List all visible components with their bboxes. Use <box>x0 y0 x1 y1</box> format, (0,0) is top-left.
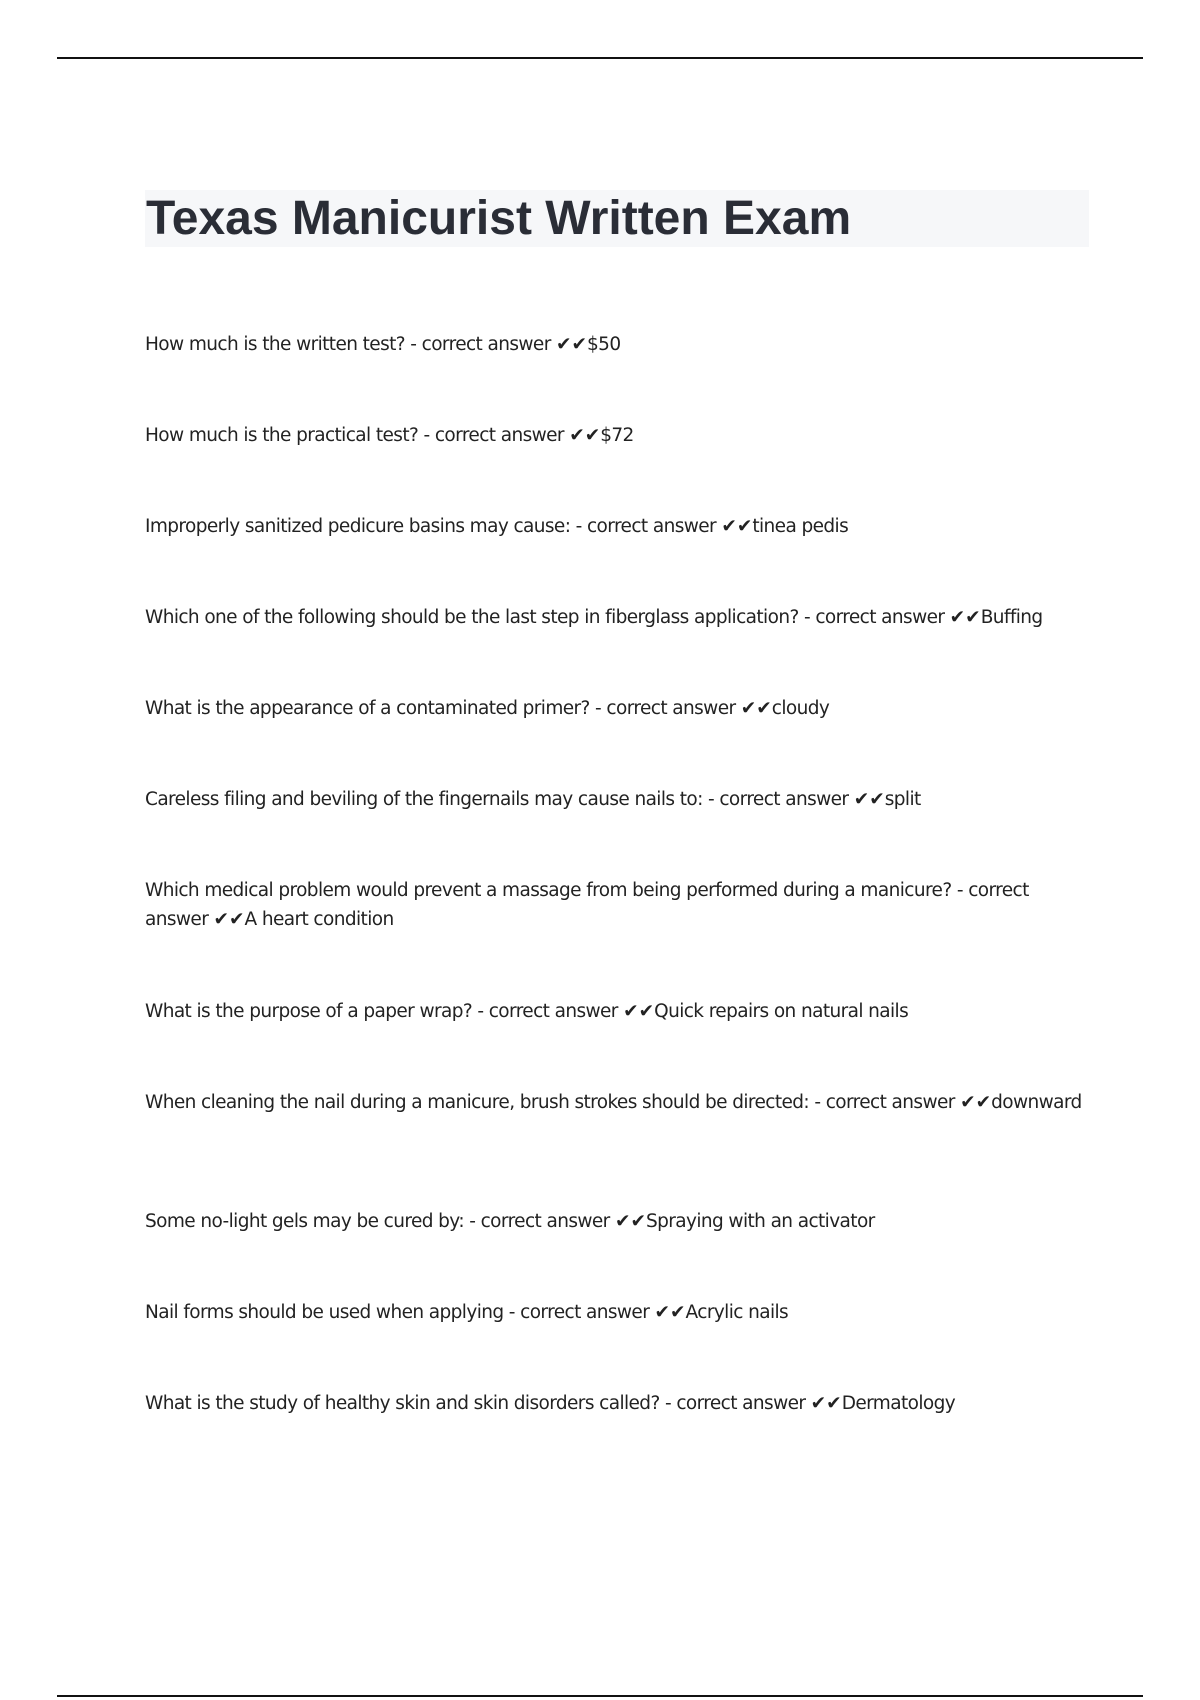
top-rule <box>57 57 1143 59</box>
answer-text: Dermatology <box>841 1393 956 1414</box>
qa-item <box>145 694 1090 723</box>
answer-text: $50 <box>587 334 621 355</box>
page-title: Texas Manicurist Written Exam <box>146 192 852 245</box>
check-icon: ✔✔ <box>555 334 587 355</box>
check-icon: ✔✔ <box>810 1393 842 1414</box>
answer-text: Spraying with an activator <box>645 1211 875 1232</box>
check-icon: ✔✔ <box>949 607 981 628</box>
question-text: Careless filing and beviling of the fingernails may cause nails to: <box>145 789 703 810</box>
qa-item <box>145 603 1090 632</box>
separator: - <box>418 425 435 446</box>
separator: - <box>503 1302 521 1323</box>
separator: - <box>659 1393 677 1414</box>
question-text: What is the purpose of a paper wrap? <box>145 1001 473 1022</box>
check-icon: ✔✔ <box>569 425 601 446</box>
question-text: Nail forms should be used when applying <box>145 1302 504 1323</box>
answer-label: correct answer <box>586 516 717 537</box>
answer-text: $72 <box>600 425 634 446</box>
answer-text: Acrylic nails <box>685 1302 789 1323</box>
separator: - <box>798 607 816 628</box>
separator: - <box>589 698 607 719</box>
qa-item <box>145 512 1090 541</box>
answer-text: tinea pedis <box>752 516 849 537</box>
question-text: Which medical problem would prevent a massage from being performed during a manicure? <box>145 880 952 901</box>
qa-item <box>145 1207 1090 1236</box>
qa-item <box>145 997 1090 1026</box>
qa-item <box>145 876 1090 934</box>
answer-label: correct answer <box>488 1001 618 1022</box>
separator: - <box>951 880 969 901</box>
check-icon: ✔✔ <box>721 516 753 537</box>
check-icon: ✔✔ <box>623 1001 655 1022</box>
separator: - <box>809 1092 826 1113</box>
check-icon: ✔✔ <box>213 909 245 930</box>
separator: - <box>404 334 422 355</box>
question-text: How much is the practical test? <box>145 425 419 446</box>
qa-item <box>145 330 1090 359</box>
question-text: Some no-light gels may be cured by: <box>145 1211 464 1232</box>
question-text: What is the appearance of a contaminated primer? <box>145 698 590 719</box>
qa-item <box>145 785 1090 814</box>
check-icon: ✔✔ <box>614 1211 646 1232</box>
qa-item <box>145 1298 1090 1327</box>
answer-text: cloudy <box>771 698 830 719</box>
answer-label: correct answer <box>480 1211 610 1232</box>
qa-item <box>145 1088 1090 1117</box>
answer-label: correct answer <box>434 425 564 446</box>
check-icon: ✔✔ <box>853 789 885 810</box>
separator: - <box>702 789 720 810</box>
answer-text: split <box>884 789 921 810</box>
qa-item <box>145 1389 1090 1418</box>
check-icon: ✔✔ <box>740 698 772 719</box>
check-icon: ✔✔ <box>960 1092 992 1113</box>
answer-text: A heart condition <box>244 909 394 930</box>
qa-item <box>145 421 1090 450</box>
question-text: What is the study of healthy skin and skin disorders called? <box>145 1393 660 1414</box>
answer-label: correct answer <box>815 607 945 628</box>
separator: - <box>463 1211 481 1232</box>
separator: - <box>472 1001 489 1022</box>
check-icon: ✔✔ <box>654 1302 686 1323</box>
answer-label: correct answer <box>520 1302 650 1323</box>
question-text: Improperly sanitized pedicure basins may cause: <box>145 516 571 537</box>
answer-label: correct answer <box>825 1092 955 1113</box>
answer-label: correct answer <box>676 1393 806 1414</box>
question-text: Which one of the following should be the last step in fiberglass application? <box>145 607 799 628</box>
answer-text: downward <box>991 1092 1082 1113</box>
bottom-rule <box>57 1695 1143 1697</box>
question-text: When cleaning the nail during a manicure, brush strokes should be directed: <box>145 1092 810 1113</box>
answer-label: correct answer <box>719 789 849 810</box>
answer-label: correct answer <box>145 880 1035 930</box>
answer-text: Buffing <box>980 607 1043 628</box>
answer-text: Quick repairs on natural nails <box>654 1001 909 1022</box>
separator: - <box>570 516 587 537</box>
question-text: How much is the written test? <box>145 334 405 355</box>
answer-label: correct answer <box>421 334 551 355</box>
answer-label: correct answer <box>606 698 736 719</box>
